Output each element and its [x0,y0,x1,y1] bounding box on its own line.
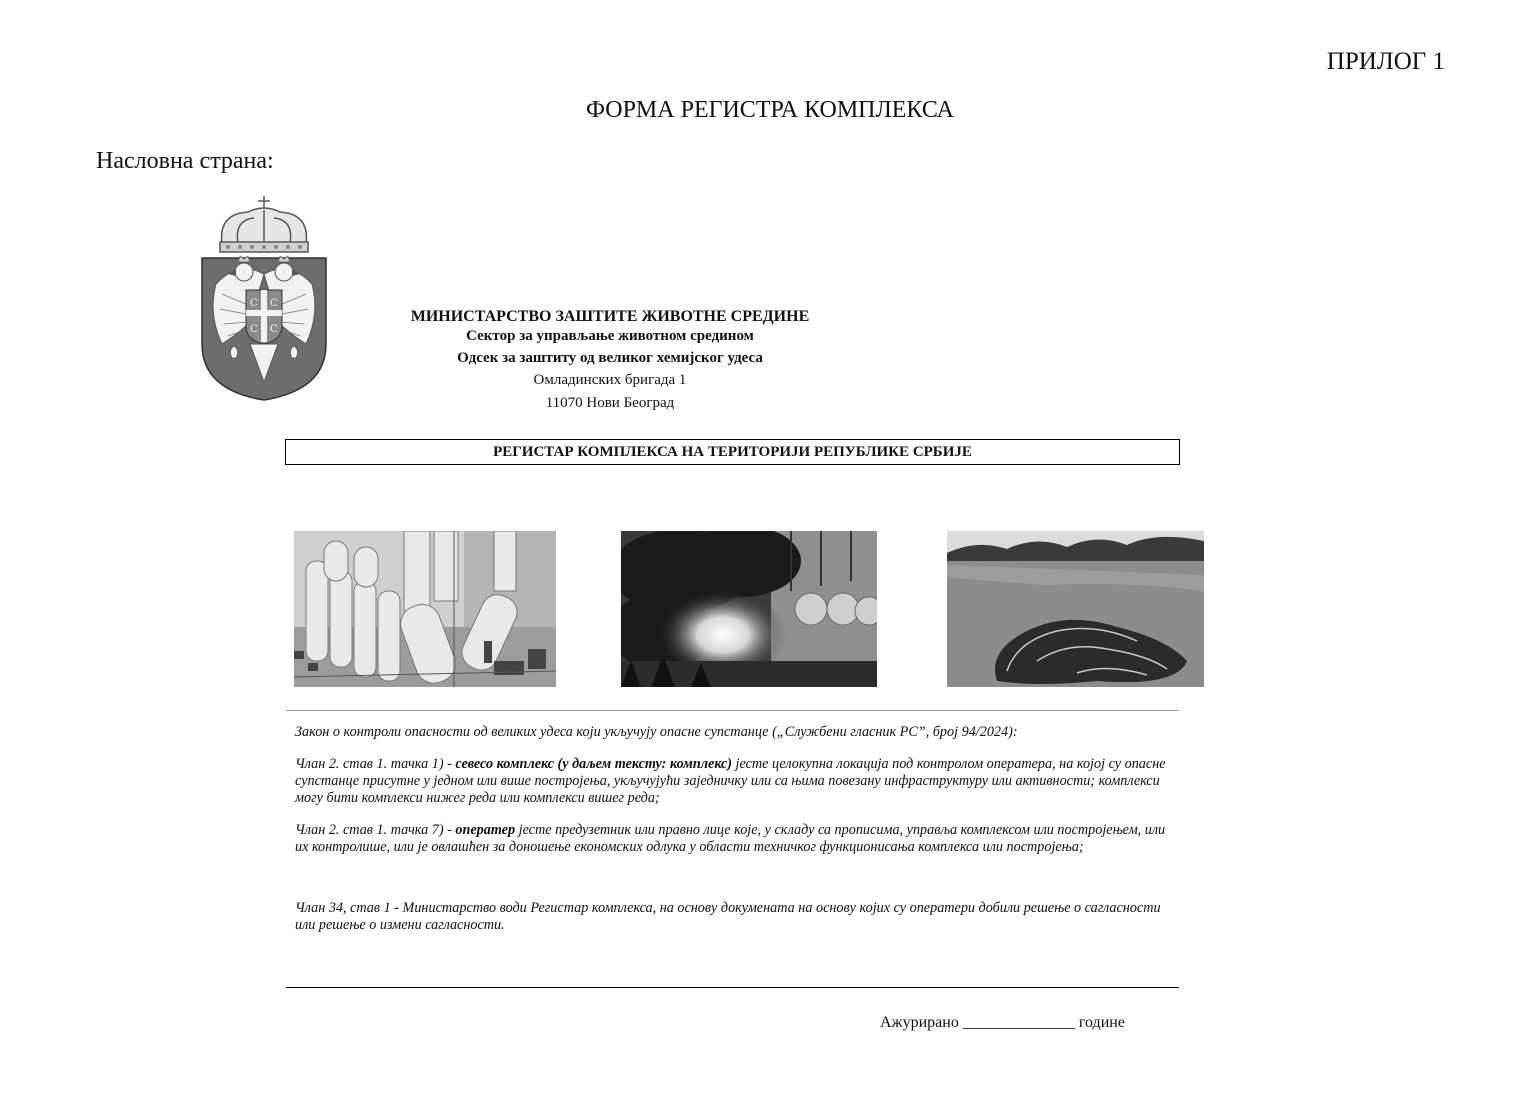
svg-text:С: С [270,298,278,309]
photo-river-oil-spill [947,531,1204,687]
register-title-box: РЕГИСТАР КОМПЛЕКСА НА ТЕРИТОРИЈИ РЕПУБЛИКЕ СРБИЈЕ [285,439,1180,465]
article-1-term: севесо комплекс (у даљем тексту: комплекс) [455,756,732,772]
updated-label: Ажурирано [880,1014,959,1031]
svg-text:С: С [250,298,258,309]
article-2-text: јесте предузетник или правно лице које, у складу са прописима, управља комплексом или постројењем, или их контролише, или је овлашћен за доношење економских одлука у области техничког функционисања комплекса или постројења; [295,822,1166,855]
ministry-name: МИНИСТАРСТВО ЗАШТИТЕ ЖИВОТНЕ СРЕДИНЕ [410,308,810,325]
form-title: ФОРМА РЕГИСТРА КОМПЛЕКСА [585,97,954,123]
article-1-text: јесте целокупна локација под контролом оператера, на којој су опасне супстанце присутне у једном или више постројења, укључујући заједничку или са њима повезану инфраструктуру или активности; комплекси могу бити комплекси нижег реда или комплекси вишег реда; [295,756,1166,806]
ministry-sector: Сектор за управљање животном средином [466,328,754,344]
top-divider [286,710,1179,711]
bottom-divider [286,987,1179,988]
ministry-street: Омладинских бригада 1 [533,372,687,388]
updated-line [880,1014,1125,1032]
ministry-city: 11070 Нови Београд [545,395,675,411]
cover-page-label: Насловна страна: [96,148,274,174]
law-article-seveso-complex [295,756,1175,807]
photo-industrial-fire [621,531,877,687]
svg-text:С: С [270,324,278,335]
law-intro: Закон о контроли опасности од великих удеса који укључују опасне супстанце („Службени гласник РС”, број 94/2024): [295,724,1018,740]
law-article-register: Члан 34, став 1 - Министарство води Регистар комплекса, на основу докумената на основу којих су оператери добили решење о сагласности или решење о измени сагласности. [295,900,1161,933]
annex-label: ПРИЛОГ 1 [1326,48,1445,75]
article-2-term: оператер [455,822,516,838]
article-2-prefix: Члан 2. став 1. тачка 7) - [295,822,456,838]
updated-suffix: године [1078,1014,1125,1031]
svg-text:С: С [250,324,258,335]
photo-chemical-plant [294,531,556,687]
ministry-department: Одсек за заштиту од великог хемијског удеса [457,350,763,366]
article-1-prefix: Члан 2. став 1. тачка 1) - [295,756,456,772]
updated-date-blank[interactable]: ______________ [962,1014,1075,1031]
law-article-operator [295,822,1175,856]
